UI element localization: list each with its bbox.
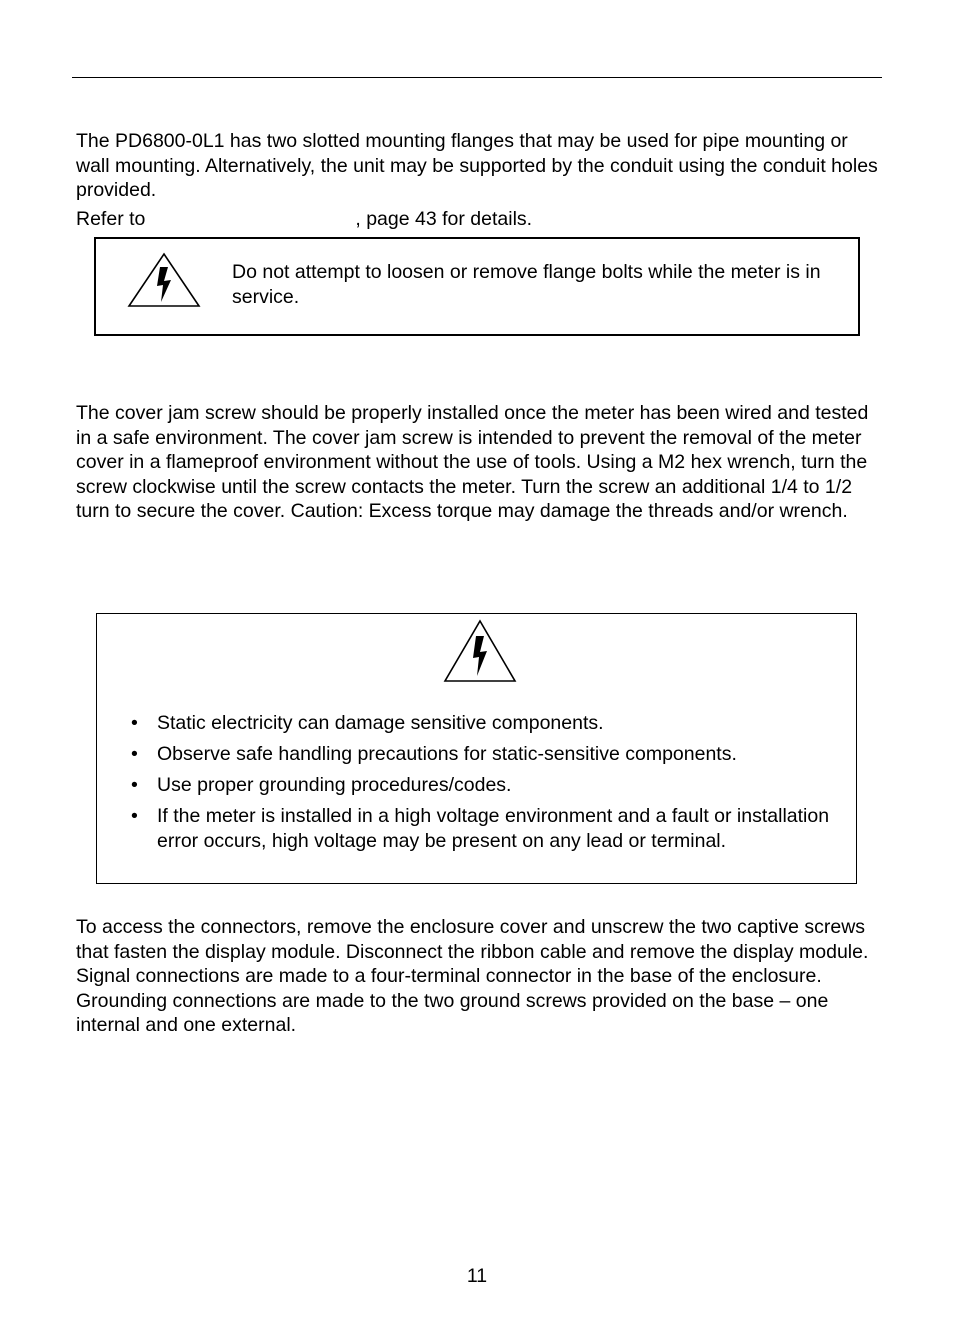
- static-warning-box: [96, 613, 857, 884]
- list-item-text: Use proper grounding procedures/codes.: [157, 774, 512, 796]
- list-item: [97, 804, 837, 853]
- high-voltage-warning-icon: [126, 251, 202, 309]
- mounting-reference: [76, 207, 881, 232]
- refer-suffix: , page 43 for details.: [355, 208, 533, 230]
- list-item: [97, 711, 837, 736]
- header-rule: [72, 77, 882, 78]
- bullet-symbol: •: [131, 805, 138, 827]
- bullet-symbol: •: [131, 774, 138, 796]
- jam-screw-paragraph: The cover jam screw should be properly installed once the meter has been wired and tested in a safe environment. The cover jam screw is intended to prevent the removal of the meter cover in a flameproof environment without the use of tools. Using a M2 hex wrench, turn the screw clockwise until the screw contacts the meter. Turn the screw an additional 1/4 to 1/2 turn to secure the cover. Caution: Excess torque may damage the threads and/or wrench.: [76, 402, 869, 522]
- static-warning-list: [97, 711, 837, 860]
- connectors-paragraph: To access the connectors, remove the enclosure cover and unscrew the two captive screws that fasten the display module. Disconnect the ribbon cable and remove the display module. Signal connections are made to a four-terminal connector in the base of the enclosure. Grounding connections are made to the two ground screws provided on the base – one internal and one external.: [76, 916, 869, 1036]
- bullet-symbol: •: [131, 743, 138, 765]
- high-voltage-warning-icon: [442, 618, 518, 684]
- list-item: [97, 773, 837, 798]
- flange-warning-box: [94, 237, 860, 336]
- bullet-symbol: •: [131, 712, 138, 734]
- refer-prefix: Refer to: [76, 208, 146, 230]
- mounting-paragraph: The PD6800-0L1 has two slotted mounting flanges that may be used for pipe mounting or wall mounting. Alternatively, the unit may be supported by the conduit using the conduit holes provided.: [76, 130, 878, 201]
- page-number: 11: [466, 1265, 488, 1287]
- flange-warning-text: Do not attempt to loosen or remove flange bolts while the meter is in service.: [232, 261, 821, 308]
- list-item-text: Observe safe handling precautions for static-sensitive components.: [157, 743, 737, 765]
- list-item-text: If the meter is installed in a high voltage environment and a fault or installation error occurs, high voltage may be present on any lead or terminal.: [157, 805, 830, 852]
- list-item-text: Static electricity can damage sensitive components.: [157, 712, 604, 734]
- list-item: [97, 742, 837, 767]
